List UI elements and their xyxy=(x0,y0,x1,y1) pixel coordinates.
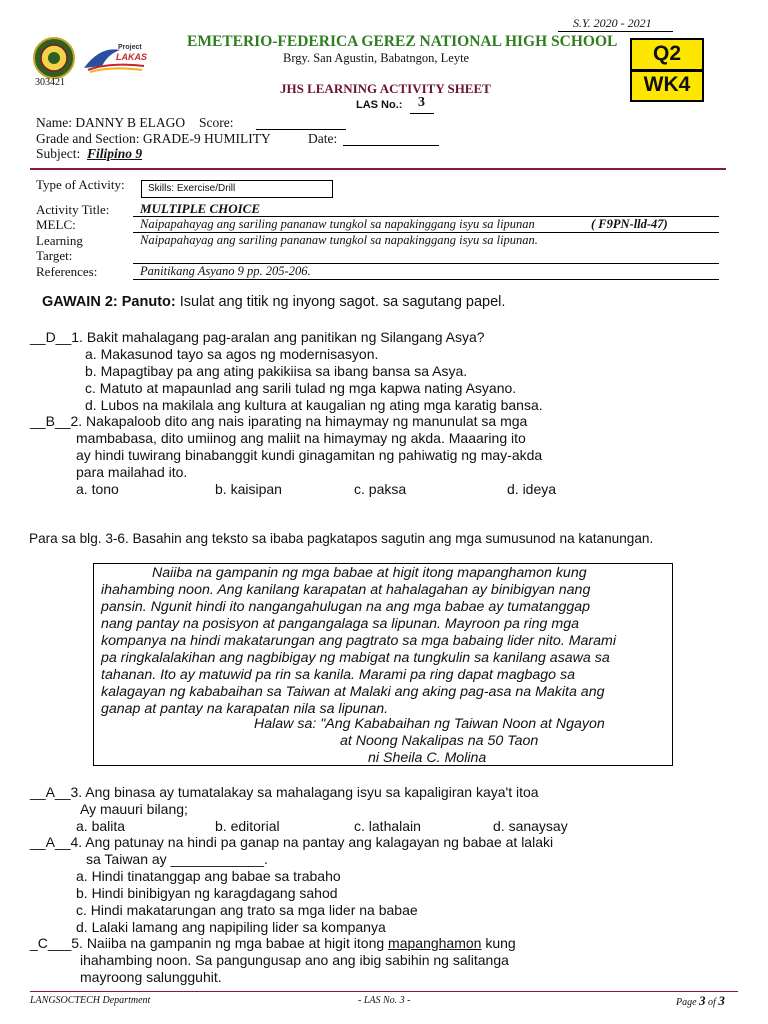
school-address: Brgy. San Agustin, Babatngon, Leyte xyxy=(283,51,470,65)
references-row-line xyxy=(133,279,719,280)
melc-code: ( F9PN-lld-47) xyxy=(591,217,668,231)
type-of-activity-label: Type of Activity: xyxy=(36,177,125,192)
q4-option-d: d. Lalaki lamang ang napipiling lider sa kompanya xyxy=(76,919,386,935)
question-2-line-1: __B__2. Nakapaloob dito ang nais iparating na himaymay ng manunulat sa mga xyxy=(30,413,528,429)
quarter-label: Q2 xyxy=(652,42,681,65)
q2-option-a: a. tono xyxy=(76,481,119,497)
score-label: Score: xyxy=(199,115,234,130)
subject-label: Subject: xyxy=(36,146,81,161)
page-label: Page xyxy=(676,997,697,1008)
page-total: 3 xyxy=(718,993,725,1008)
passage-line-9: ganap at pantay na karapatan nila sa lipunan. xyxy=(101,701,389,717)
footer-department: LANGSOCTECH Department xyxy=(30,995,151,1006)
gawain-instruction xyxy=(42,294,505,310)
footer-divider xyxy=(30,991,738,992)
question-3-line-2: Ay mauuri bilang; xyxy=(80,801,188,817)
quarter-week-badge xyxy=(630,38,704,102)
references-label: References: xyxy=(36,264,98,279)
learning-target-label-1: Learning xyxy=(36,233,83,248)
passage-line-4: nang pantay na posisyon at pangangalaga sa lipunan. Mayroon pa ring mga xyxy=(101,616,579,632)
q3-option-c: c. lathalain xyxy=(354,818,421,834)
passage-intro: Para sa blg. 3-6. Basahin ang teksto sa ibaba pagkatapos sagutin ang mga sumusunod na katanungan. xyxy=(29,531,654,546)
type-of-activity-box xyxy=(141,180,333,198)
references-value: Panitikang Asyano 9 pp. 205-206. xyxy=(140,264,311,278)
grade-row xyxy=(36,131,271,147)
q4-option-c: c. Hindi makatarungan ang trato sa mga lider na babae xyxy=(76,902,418,918)
school-year: S.Y. 2020 - 2021 xyxy=(573,16,652,30)
project-label: Project xyxy=(118,44,142,51)
student-name: DANNY B ELAGO xyxy=(75,115,186,130)
passage-source-1: Halaw sa: "Ang Kababaihan ng Taiwan Noon at Ngayon xyxy=(254,716,605,732)
question-3-line-1: __A__3. Ang binasa ay tumatalakay sa mahalagang isyu sa kapaligiran kaya't itoa xyxy=(30,784,539,800)
passage-line-2: ihahambing noon. Ang kanilang karapatan at hahalagahan ay binibigyan nang xyxy=(101,582,591,598)
passage-line-1: Naiiba na gampanin ng mga babae at higit itong mapanghamon kung xyxy=(152,565,587,581)
question-5-line-1 xyxy=(30,935,516,951)
gawain-label: GAWAIN 2: Panuto: xyxy=(42,294,176,310)
passage-line-7: tahanan. Ito ay matuwid pa rin sa kanila. Marami pa ring dapat magbago sa xyxy=(101,667,575,683)
page-current: 3 xyxy=(699,993,706,1008)
question-4-line-1: __A__4. Ang patunay na hindi pa ganap na pantay ang kalagayan ng babae at lalaki xyxy=(30,834,554,850)
question-2-line-4: para mailahad ito. xyxy=(76,464,188,480)
q4-option-a: a. Hindi tinatanggap ang babae sa trabaho xyxy=(76,868,341,884)
name-label: Name: xyxy=(36,115,72,130)
melc-value: Naipapahayag ang sariling pananaw tungkol sa napakinggang isyu sa lipunan xyxy=(140,217,535,231)
learning-target-value: Naipapahayag ang sariling pananaw tungkol sa napakinggang isyu sa lipunan. xyxy=(140,233,538,247)
las-label: LAS No.: xyxy=(356,99,403,111)
project-name: LAKAS xyxy=(116,52,147,62)
question-2-line-3: ay hindi tuwirang binabanggit kundi ginagamitan ng pahiwatig ng may-akda xyxy=(76,447,543,463)
school-name: EMETERIO-FEDERICA GEREZ NATIONAL HIGH SCHOOL xyxy=(187,33,618,50)
q5-suffix: kung xyxy=(481,935,516,951)
q2-option-c: c. paksa xyxy=(354,481,407,497)
activity-title-label: Activity Title: xyxy=(36,202,110,217)
gawain-text: Isulat ang titik ng inyong sagot. sa sagutang papel. xyxy=(179,294,506,310)
q1-option-c: c. Matuto at mapaunlad ang sarili tulad ng mga kapwa nating Asyano. xyxy=(85,380,517,396)
learning-target-label-2: Target: xyxy=(36,248,73,263)
type-of-activity-value: Skills: Exercise/Drill xyxy=(148,183,236,194)
activity-title-value: MULTIPLE CHOICE xyxy=(140,201,261,216)
passage-line-6: pa ringkalalakihan ang nagbibigay ng mabigat na tungkulin sa kanilang asawa sa xyxy=(101,650,610,666)
footer-las: - LAS No. 3 - xyxy=(358,995,411,1006)
grade-label: Grade and Section: xyxy=(36,131,140,146)
melc-label: MELC: xyxy=(36,217,76,232)
q3-option-a: a. balita xyxy=(76,818,126,834)
page-of: of xyxy=(708,997,716,1008)
question-4-line-2: sa Taiwan ay ____________. xyxy=(86,851,268,867)
passage-source-3: ni Sheila C. Molina xyxy=(368,750,487,766)
date-label: Date: xyxy=(308,131,338,146)
q3-option-d: d. sanaysay xyxy=(493,818,568,834)
passage-line-8: kalagayan ng kababaihan sa Taiwan at Malaki ang aking pag-asa na Makita ang xyxy=(101,684,605,700)
q5-prefix: _C___5. Naiiba na gampanin ng mga babae at higit itong xyxy=(30,935,389,951)
score-field[interactable] xyxy=(256,129,346,130)
q5-underlined-word: mapanghamon xyxy=(388,935,482,951)
question-5-line-2: ihahambing noon. Sa pangungusap ano ang ibig sabihin ng salitanga xyxy=(80,952,509,968)
passage-line-5: kompanya na hindi makatarungan ang pagtrato sa mga babaing lider nito. Marami xyxy=(101,633,617,649)
q1-option-d: d. Lubos na makilala ang kultura at kaugalian ng ating mga karatig bansa. xyxy=(85,397,543,413)
grade-value: GRADE-9 HUMILITY xyxy=(142,131,271,146)
q2-option-b: b. kaisipan xyxy=(215,481,282,497)
school-year-underline xyxy=(558,31,673,32)
q1-option-b: b. Mapagtibay pa ang ating pakikiisa sa ibang bansa sa Asya. xyxy=(85,363,468,379)
week-label: WK4 xyxy=(643,73,691,96)
school-id: 303421 xyxy=(35,77,65,88)
q1-option-a: a. Makasunod tayo sa agos ng modernisasyon. xyxy=(85,346,379,362)
student-name-row xyxy=(36,115,185,131)
subject-value: Filipino 9 xyxy=(87,146,143,161)
footer-page xyxy=(676,993,725,1009)
question-2-line-2: mambabasa, dito umiinog ang maliit na himaymay ng akda. Maaaring ito xyxy=(76,430,526,446)
passage-source-2: at Noong Nakalipas na 50 Taon xyxy=(340,733,539,749)
q3-option-b: b. editorial xyxy=(215,818,280,834)
header-divider xyxy=(30,168,726,170)
question-5-line-3: mayroong salungguhit. xyxy=(80,969,222,985)
question-1: __D__1. Bakit mahalagang pag-aralan ang panitikan ng Silangang Asya? xyxy=(30,329,485,345)
sheet-title: JHS LEARNING ACTIVITY SHEET xyxy=(280,81,491,96)
date-field[interactable] xyxy=(343,145,439,146)
badge-divider xyxy=(632,69,702,72)
school-seal-logo xyxy=(33,37,75,79)
q2-option-d: d. ideya xyxy=(507,481,557,497)
q4-option-b: b. Hindi binibigyan ng karagdagang sahod xyxy=(76,885,338,901)
las-number: 3 xyxy=(418,95,425,110)
passage-line-3: pansin. Ngunit hindi ito nangangahulugan na ang mga babae ay tumatanggap xyxy=(101,599,591,615)
las-number-underline xyxy=(410,113,434,114)
